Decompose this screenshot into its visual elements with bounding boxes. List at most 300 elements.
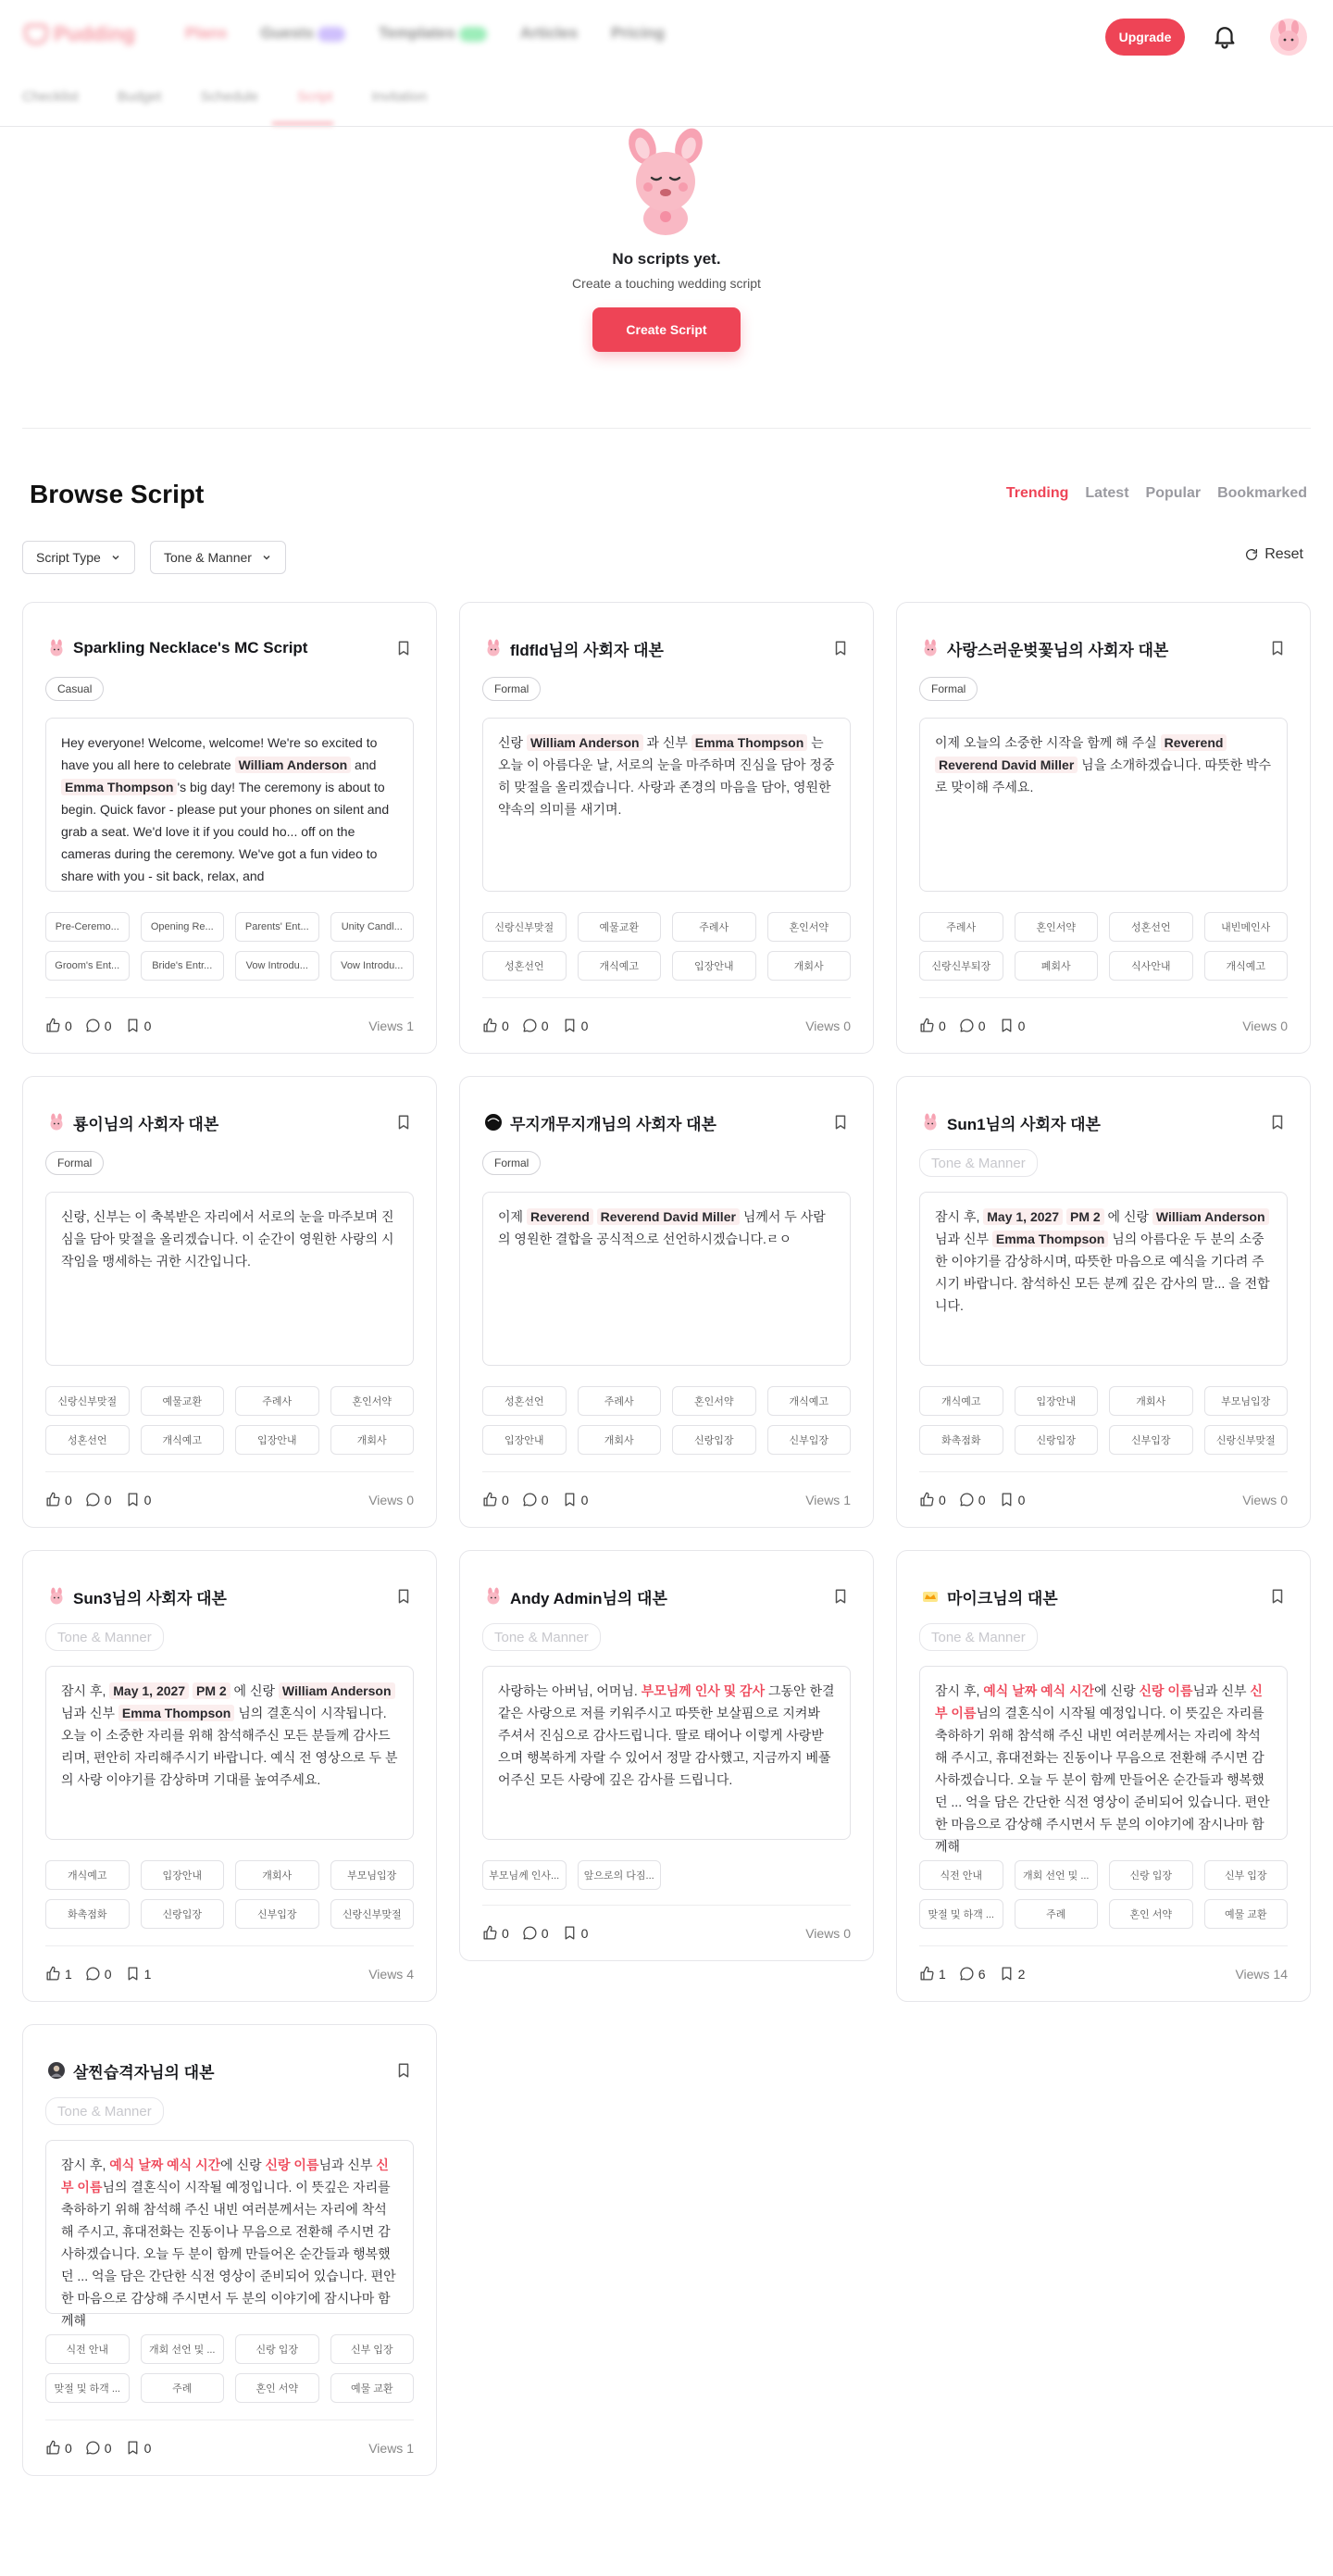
section-chip[interactable]: 주례 [1015, 1899, 1099, 1929]
bookmark-icon[interactable] [395, 2062, 412, 2079]
variable-highlight: Reverend [527, 1208, 593, 1225]
script-text: Hey everyone! Welcome, welcome! We're so excited to have you all here to celebrate [61, 735, 378, 772]
card-header [47, 2058, 412, 2082]
nav-guests-label: Guests [260, 24, 314, 42]
card-footer [45, 2420, 414, 2475]
nav-guests[interactable] [260, 24, 345, 43]
card-header [484, 636, 849, 660]
card-header [484, 1584, 849, 1608]
card-title: 사랑스러운벚꽃님의 사회자 대본 [947, 641, 1169, 659]
bookmark-icon[interactable] [1269, 1114, 1286, 1131]
section-chip[interactable]: 부모님입장 [1204, 1386, 1289, 1416]
section-chips [45, 912, 414, 981]
section-chip[interactable]: 개회 선언 및 ... [141, 2334, 225, 2364]
user-avatar[interactable] [1270, 19, 1307, 56]
section-chip[interactable]: 개회사 [1109, 1386, 1193, 1416]
comment-count: 0 [104, 1018, 112, 1033]
upgrade-button[interactable]: Upgrade [1105, 19, 1185, 56]
bunny-icon [47, 1113, 66, 1132]
section-chip[interactable]: 신부입장 [235, 1899, 319, 1929]
bookmark-stat[interactable] [125, 1966, 152, 1982]
comment-stat[interactable] [85, 2440, 112, 2456]
script-text: 신랑 [498, 735, 527, 750]
like-count: 0 [939, 1492, 946, 1507]
view-count: Views 0 [1242, 1018, 1288, 1033]
script-card[interactable] [459, 1550, 874, 1961]
comment-icon [522, 1492, 538, 1507]
bookmark-count: 1 [143, 1966, 152, 1982]
section-chip[interactable]: Bride's Entr... [141, 951, 225, 981]
section-chip[interactable]: 예물 교환 [1204, 1899, 1289, 1929]
card-header [921, 1110, 1286, 1134]
like-stat[interactable] [482, 1018, 509, 1033]
card-footer [482, 1905, 851, 1960]
section-chip[interactable]: 성혼선언 [482, 1386, 567, 1416]
section-divider [22, 428, 1311, 429]
view-count: Views 14 [1235, 1966, 1288, 1982]
section-chips [919, 912, 1288, 981]
section-chip[interactable]: 식사안내 [1109, 951, 1193, 981]
like-icon [482, 1492, 498, 1507]
bunny-icon [47, 1587, 66, 1606]
bunny-avatar-icon [1270, 19, 1307, 56]
section-chip[interactable]: 주례 [141, 2373, 225, 2403]
chevron-down-icon [261, 552, 272, 563]
view-count: Views 1 [368, 1018, 414, 1033]
card-title: Sun1님의 사회자 대본 [947, 1115, 1101, 1133]
card-header [47, 636, 412, 660]
comment-icon [85, 1018, 101, 1033]
section-chips [45, 2334, 414, 2403]
bunny-icon [921, 639, 940, 657]
section-chip[interactable]: 식전 안내 [45, 2334, 130, 2364]
sub-navigation [0, 81, 1333, 126]
section-chip[interactable]: 개회사 [235, 1860, 319, 1890]
section-chip[interactable]: 예물교환 [141, 1386, 225, 1416]
subnav-budget[interactable]: Budget [117, 89, 162, 105]
empty-state-subtitle: Create a touching wedding script [572, 276, 761, 291]
script-preview [919, 1192, 1288, 1366]
comment-stat[interactable] [522, 1925, 549, 1941]
tone-manner-filter[interactable] [150, 541, 286, 574]
tab-latest[interactable]: Latest [1085, 485, 1129, 501]
script-text: 에 신랑 [220, 2157, 266, 2172]
script-text: 님의 결혼식이 시작될 예정입니다. 이 뜻깊은 자리를 축하하기 위해 참석해 주신 내빈 여러분께서는 자리에 착석해 주시고, 휴대전화는 진동이나 무음으로 전환해 주시면 감사하겠습니다. 오늘 두 분이 함께 만들어온 순간들과 행복했던 ... 억을 담은 간단한 식전 영상이 준비되어 있습니다. 편안한 마음으로 감상해 주시면서 두 분의 이야기에 잠시나마 함께해 [61, 2180, 396, 2328]
comment-count: 0 [541, 1925, 549, 1941]
bookmark-icon [562, 1492, 578, 1507]
like-icon [919, 1018, 935, 1033]
bookmark-stat[interactable] [562, 1492, 589, 1507]
script-card[interactable] [22, 1550, 437, 2002]
like-count: 0 [502, 1492, 509, 1507]
card-header [921, 1584, 1286, 1608]
section-chip[interactable]: Unity Candl... [330, 912, 415, 942]
bookmark-stat[interactable] [562, 1018, 589, 1033]
bookmark-icon [999, 1492, 1015, 1507]
bookmark-stat[interactable] [125, 1492, 152, 1507]
section-chip[interactable]: 부모님께 인사... [482, 1860, 567, 1890]
script-text: 잠시 후, [935, 1683, 984, 1698]
comment-stat[interactable] [959, 1018, 986, 1033]
card-title: 무지개무지개님의 사회자 대본 [510, 1115, 716, 1133]
comment-count: 0 [104, 1966, 112, 1982]
bookmark-icon[interactable] [395, 1114, 412, 1131]
variable-highlight: Reverend [1161, 734, 1227, 751]
section-chip[interactable]: 개회 선언 및 ... [1015, 1860, 1099, 1890]
bunny-icon [47, 639, 66, 657]
like-stat[interactable] [482, 1925, 509, 1941]
section-chip[interactable]: 신부입장 [1109, 1425, 1193, 1455]
section-chip[interactable]: 부모님입장 [330, 1860, 415, 1890]
create-script-button[interactable]: Create Script [592, 307, 741, 352]
script-card[interactable] [22, 2024, 437, 2476]
view-count: Views 0 [368, 1492, 414, 1507]
section-chip[interactable]: 신랑입장 [672, 1425, 756, 1455]
view-count: Views 0 [1242, 1492, 1288, 1507]
placeholder-highlight: 신랑 이름 [265, 2157, 319, 2172]
comment-stat[interactable] [959, 1492, 986, 1507]
bookmark-icon [999, 1966, 1015, 1982]
section-chip[interactable]: 예물 교환 [330, 2373, 415, 2403]
view-count: Views 1 [368, 2440, 414, 2456]
comment-icon [522, 1925, 538, 1941]
script-preview [482, 1192, 851, 1366]
placeholder-highlight: 신부 이름 [61, 2157, 389, 2195]
refresh-icon [1244, 547, 1259, 562]
bunny-icon [921, 1113, 940, 1132]
variable-highlight: William Anderson [279, 1682, 395, 1699]
comment-stat[interactable] [522, 1018, 549, 1033]
script-text: 이제 [498, 1209, 527, 1224]
card-title: Sun3님의 사회자 대본 [73, 1589, 227, 1607]
subnav-script[interactable]: Script [296, 89, 333, 105]
comment-stat[interactable] [85, 1018, 112, 1033]
bunny-icon [484, 639, 503, 657]
comment-icon [85, 2440, 101, 2456]
bookmark-stat[interactable] [562, 1925, 589, 1941]
nav-plans[interactable]: Plans [185, 24, 228, 42]
bookmark-count: 0 [1017, 1018, 1026, 1033]
section-chip[interactable]: 폐회사 [1015, 951, 1099, 981]
browse-title: Browse Script [30, 480, 205, 508]
tone-tag: Formal [482, 1151, 541, 1175]
script-preview [45, 2140, 414, 2328]
section-chip[interactable]: 주례사 [672, 912, 756, 942]
section-chip[interactable]: Pre-Ceremo... [45, 912, 130, 942]
script-card[interactable] [896, 1076, 1311, 1528]
like-icon [919, 1492, 935, 1507]
like-count: 0 [502, 1018, 509, 1033]
section-chip[interactable]: 신랑신부퇴장 [919, 951, 1003, 981]
bookmark-icon[interactable] [395, 1588, 412, 1605]
bunny-icon [484, 1587, 503, 1606]
section-chip[interactable]: 화촉점화 [45, 1899, 130, 1929]
bookmark-icon [125, 2440, 141, 2456]
app-logo[interactable] [24, 22, 135, 46]
black-circle-avatar [484, 1113, 503, 1132]
bookmark-count: 0 [580, 1492, 589, 1507]
subnav-checklist[interactable]: Checklist [22, 89, 79, 105]
like-stat[interactable] [919, 1018, 946, 1033]
script-card[interactable] [22, 1076, 437, 1528]
placeholder-highlight: 예식 날짜 예식 시간 [109, 2157, 221, 2172]
comment-stat[interactable] [522, 1492, 549, 1507]
section-chip[interactable]: 입장안내 [482, 1425, 567, 1455]
like-count: 1 [65, 1966, 72, 1982]
nav-templates[interactable] [379, 24, 487, 43]
section-chip[interactable]: 혼인 서약 [1109, 1899, 1193, 1929]
bookmark-stat[interactable] [999, 1492, 1026, 1507]
bookmark-icon[interactable] [395, 640, 412, 657]
script-text: 사랑하는 아버님, 어머님. [498, 1683, 642, 1698]
like-stat[interactable] [919, 1966, 946, 1982]
script-card[interactable] [459, 602, 874, 1054]
bookmark-icon[interactable] [1269, 640, 1286, 657]
script-card[interactable] [896, 602, 1311, 1054]
like-stat[interactable] [45, 2440, 72, 2456]
reset-label: Reset [1264, 546, 1303, 562]
section-chip[interactable]: 신랑 입장 [1109, 1860, 1193, 1890]
comment-count: 6 [978, 1966, 986, 1982]
script-text: 잠시 후, [61, 1683, 110, 1698]
section-chip[interactable]: 개식예고 [578, 951, 662, 981]
script-preview [919, 718, 1288, 892]
section-chips [919, 1860, 1288, 1929]
nav-articles[interactable]: Articles [519, 24, 579, 42]
section-chip[interactable]: 신랑 입장 [235, 2334, 319, 2364]
script-card[interactable] [22, 602, 437, 1054]
view-count: Views 1 [805, 1492, 851, 1507]
bookmark-stat[interactable] [999, 1018, 1026, 1033]
section-chip[interactable]: 신부 입장 [1204, 1860, 1289, 1890]
nav-templates-label: Templates [379, 24, 455, 42]
section-chips [482, 1386, 851, 1455]
section-chip[interactable]: 신부입장 [767, 1425, 852, 1455]
bookmark-icon[interactable] [832, 1114, 849, 1131]
view-count: Views 4 [368, 1966, 414, 1982]
section-chip[interactable]: 내빈메인사 [1204, 912, 1289, 942]
filter-label: Tone & Manner [164, 550, 252, 565]
section-chip[interactable]: Vow Introdu... [330, 951, 415, 981]
script-text: 에 신랑 [230, 1683, 279, 1698]
section-chip[interactable]: 개식예고 [919, 1386, 1003, 1416]
bookmark-stat[interactable] [125, 2440, 152, 2456]
card-footer [482, 1471, 851, 1527]
script-type-filter[interactable] [22, 541, 135, 574]
section-chip[interactable]: 신부 입장 [330, 2334, 415, 2364]
comment-icon [85, 1492, 101, 1507]
card-header [921, 636, 1286, 660]
variable-highlight: Emma Thompson [118, 1705, 234, 1721]
nav-pricing[interactable]: Pricing [611, 24, 665, 42]
section-chip[interactable]: Parents' Ent... [235, 912, 319, 942]
variable-highlight: Reverend David Miller [935, 757, 1078, 773]
reset-button[interactable] [1244, 546, 1303, 563]
section-chip[interactable]: 개회사 [578, 1425, 662, 1455]
card-header [47, 1584, 412, 1608]
section-chip[interactable]: 신랑입장 [141, 1899, 225, 1929]
like-count: 0 [65, 1018, 72, 1033]
script-text: 님과 신부 [1192, 1683, 1251, 1698]
comment-stat[interactable] [85, 1492, 112, 1507]
script-card[interactable] [896, 1550, 1311, 2002]
tone-tag: Formal [45, 1151, 104, 1175]
like-stat[interactable] [45, 1966, 72, 1982]
section-chip[interactable]: 화촉점화 [919, 1425, 1003, 1455]
filter-label: Script Type [36, 550, 101, 565]
section-chip[interactable]: Groom's Ent... [45, 951, 130, 981]
comment-stat[interactable] [959, 1966, 986, 1982]
section-chip[interactable]: 맞절 및 하객 ... [45, 2373, 130, 2403]
like-stat[interactable] [45, 1492, 72, 1507]
bookmark-count: 0 [580, 1925, 589, 1941]
section-chip[interactable]: 식전 안내 [919, 1860, 1003, 1890]
like-icon [45, 2440, 61, 2456]
tab-trending[interactable]: Trending [1005, 485, 1069, 501]
like-icon [45, 1018, 61, 1033]
section-chip[interactable]: 개회사 [330, 1425, 415, 1455]
section-chip[interactable]: 개식예고 [767, 1386, 852, 1416]
section-chip[interactable]: 성혼선언 [45, 1425, 130, 1455]
section-chip[interactable]: 성혼선언 [482, 951, 567, 981]
section-chip[interactable]: 입장안내 [672, 951, 756, 981]
card-title: 룡이님의 사회자 대본 [73, 1115, 219, 1133]
card-title: 마이크님의 대본 [947, 1589, 1058, 1607]
script-text: 과 신부 [642, 735, 691, 750]
bookmark-stat[interactable] [999, 1966, 1026, 1982]
nav-badge [318, 27, 345, 42]
tab-bookmarked[interactable]: Bookmarked [1217, 485, 1307, 501]
section-chip[interactable]: 혼인서약 [1015, 912, 1099, 942]
section-chip[interactable]: Opening Re... [141, 912, 225, 942]
section-chip[interactable]: 입장안내 [1015, 1386, 1099, 1416]
section-chip[interactable]: Vow Introdu... [235, 951, 319, 981]
subnav-invitation[interactable]: Invitation [371, 89, 428, 105]
section-chip[interactable]: 앞으로의 다짐... [578, 1860, 662, 1890]
bookmark-icon[interactable] [832, 1588, 849, 1605]
section-chip[interactable]: 혼인서약 [672, 1386, 756, 1416]
bookmark-icon[interactable] [832, 640, 849, 657]
card-title: Sparkling Necklace's MC Script [73, 639, 308, 657]
section-chip[interactable]: 입장안내 [141, 1860, 225, 1890]
bookmark-stat[interactable] [125, 1018, 152, 1033]
like-count: 0 [939, 1018, 946, 1033]
section-chip[interactable]: 신랑신부맞절 [1204, 1425, 1289, 1455]
section-chips [482, 912, 851, 981]
script-text: 잠시 후, [935, 1209, 984, 1224]
subnav-schedule[interactable]: Schedule [200, 89, 258, 105]
card-footer [45, 1945, 414, 2001]
chevron-down-icon [110, 552, 121, 563]
script-preview [919, 1666, 1288, 1854]
script-text: 님과 신부 [935, 1232, 992, 1246]
card-title: Andy Admin님의 대본 [510, 1589, 667, 1607]
card-title: 살찐습격자님의 대본 [73, 2063, 215, 2082]
like-count: 1 [939, 1966, 946, 1982]
bookmark-icon [999, 1018, 1015, 1033]
comment-icon [959, 1492, 975, 1507]
script-text: 는 오늘 이 아름다운 날, 서로의 눈을 마주하며 진심을 담아 정중히 맞절을 올리겠습니다. 사랑과 존경의 마음을 담아, 영원한 약속의 의미를 새기며. [498, 735, 835, 817]
like-count: 0 [65, 2440, 72, 2456]
card-footer [919, 1945, 1288, 2001]
section-chip[interactable]: 주례사 [578, 1386, 662, 1416]
card-header [484, 1110, 849, 1134]
section-chip[interactable]: 주례사 [919, 912, 1003, 942]
card-footer [919, 997, 1288, 1053]
bookmark-icon [125, 1966, 141, 1982]
comment-icon [959, 1018, 975, 1033]
like-stat[interactable] [919, 1492, 946, 1507]
bookmark-icon [125, 1018, 141, 1033]
like-icon [482, 1925, 498, 1941]
comment-count: 0 [104, 1492, 112, 1507]
section-chips [919, 1386, 1288, 1455]
script-preview [45, 718, 414, 892]
tone-tag: Formal [482, 677, 541, 701]
script-text: 님과 신부 [61, 1706, 118, 1720]
card-header [47, 1110, 412, 1134]
comment-count: 0 [978, 1492, 986, 1507]
section-chip[interactable]: 신랑신부맞절 [482, 912, 567, 942]
section-chips [45, 1386, 414, 1455]
view-count: Views 0 [805, 1925, 851, 1941]
script-preview [45, 1192, 414, 1366]
section-chip[interactable]: 혼인 서약 [235, 2373, 319, 2403]
active-tab-underline [272, 122, 333, 125]
like-icon [45, 1966, 61, 1982]
section-chip[interactable]: 개식예고 [141, 1425, 225, 1455]
tab-popular[interactable]: Popular [1145, 485, 1202, 501]
like-stat[interactable] [45, 1018, 72, 1033]
section-chip[interactable]: 신랑신부맞절 [330, 1899, 415, 1929]
section-chip[interactable]: 주례사 [235, 1386, 319, 1416]
crown-icon [921, 1587, 940, 1606]
section-chip[interactable]: 개회사 [767, 951, 852, 981]
section-chip[interactable]: 개식예고 [1204, 951, 1289, 981]
placeholder-highlight: 신랑 이름 [1139, 1683, 1193, 1698]
tone-tag: Tone & Manner [45, 1623, 164, 1651]
comment-stat[interactable] [85, 1966, 112, 1982]
bookmark-count: 0 [580, 1018, 589, 1033]
section-chip[interactable]: 맞절 및 하객 ... [919, 1899, 1003, 1929]
script-text: and [351, 757, 377, 772]
card-footer [45, 1471, 414, 1527]
section-chip[interactable]: 예물교환 [578, 912, 662, 942]
logo-text: Pudding [54, 22, 135, 45]
bell-icon[interactable] [1211, 22, 1239, 50]
like-stat[interactable] [482, 1492, 509, 1507]
script-text: 님께서 두 사람의 영원한 결합을 공식적으로 선언하시겠습니다.ㄹㅇ [498, 1209, 826, 1246]
section-chip[interactable]: 신랑신부맞절 [45, 1386, 130, 1416]
section-chip[interactable]: 개식예고 [45, 1860, 130, 1890]
nav-badge [459, 27, 487, 42]
bookmark-count: 2 [1017, 1966, 1026, 1982]
script-text: 님의 결혼식이 시작됩니다. 오늘 이 소중한 자리를 위해 참석해주신 모든 분들께 감사드리며, 편안히 자리해주시기 바랍니다. 예식 전 영상으로 두 분의 사랑 이야기를 감상하며 기대를 높여주세요. [61, 1706, 398, 1787]
comment-count: 0 [541, 1492, 549, 1507]
script-card[interactable] [459, 1076, 874, 1528]
like-icon [482, 1018, 498, 1033]
section-chip[interactable]: 혼인서약 [767, 912, 852, 942]
comment-icon [85, 1966, 101, 1982]
section-chip[interactable]: 입장안내 [235, 1425, 319, 1455]
section-chip[interactable]: 성혼선언 [1109, 912, 1193, 942]
tone-tag: Tone & Manner [919, 1149, 1038, 1177]
variable-highlight: May 1, 2027 [983, 1208, 1063, 1225]
bookmark-icon[interactable] [1269, 1588, 1286, 1605]
section-chip[interactable]: 혼인서약 [330, 1386, 415, 1416]
bookmark-count: 0 [1017, 1492, 1026, 1507]
section-chip[interactable]: 신랑입장 [1015, 1425, 1099, 1455]
